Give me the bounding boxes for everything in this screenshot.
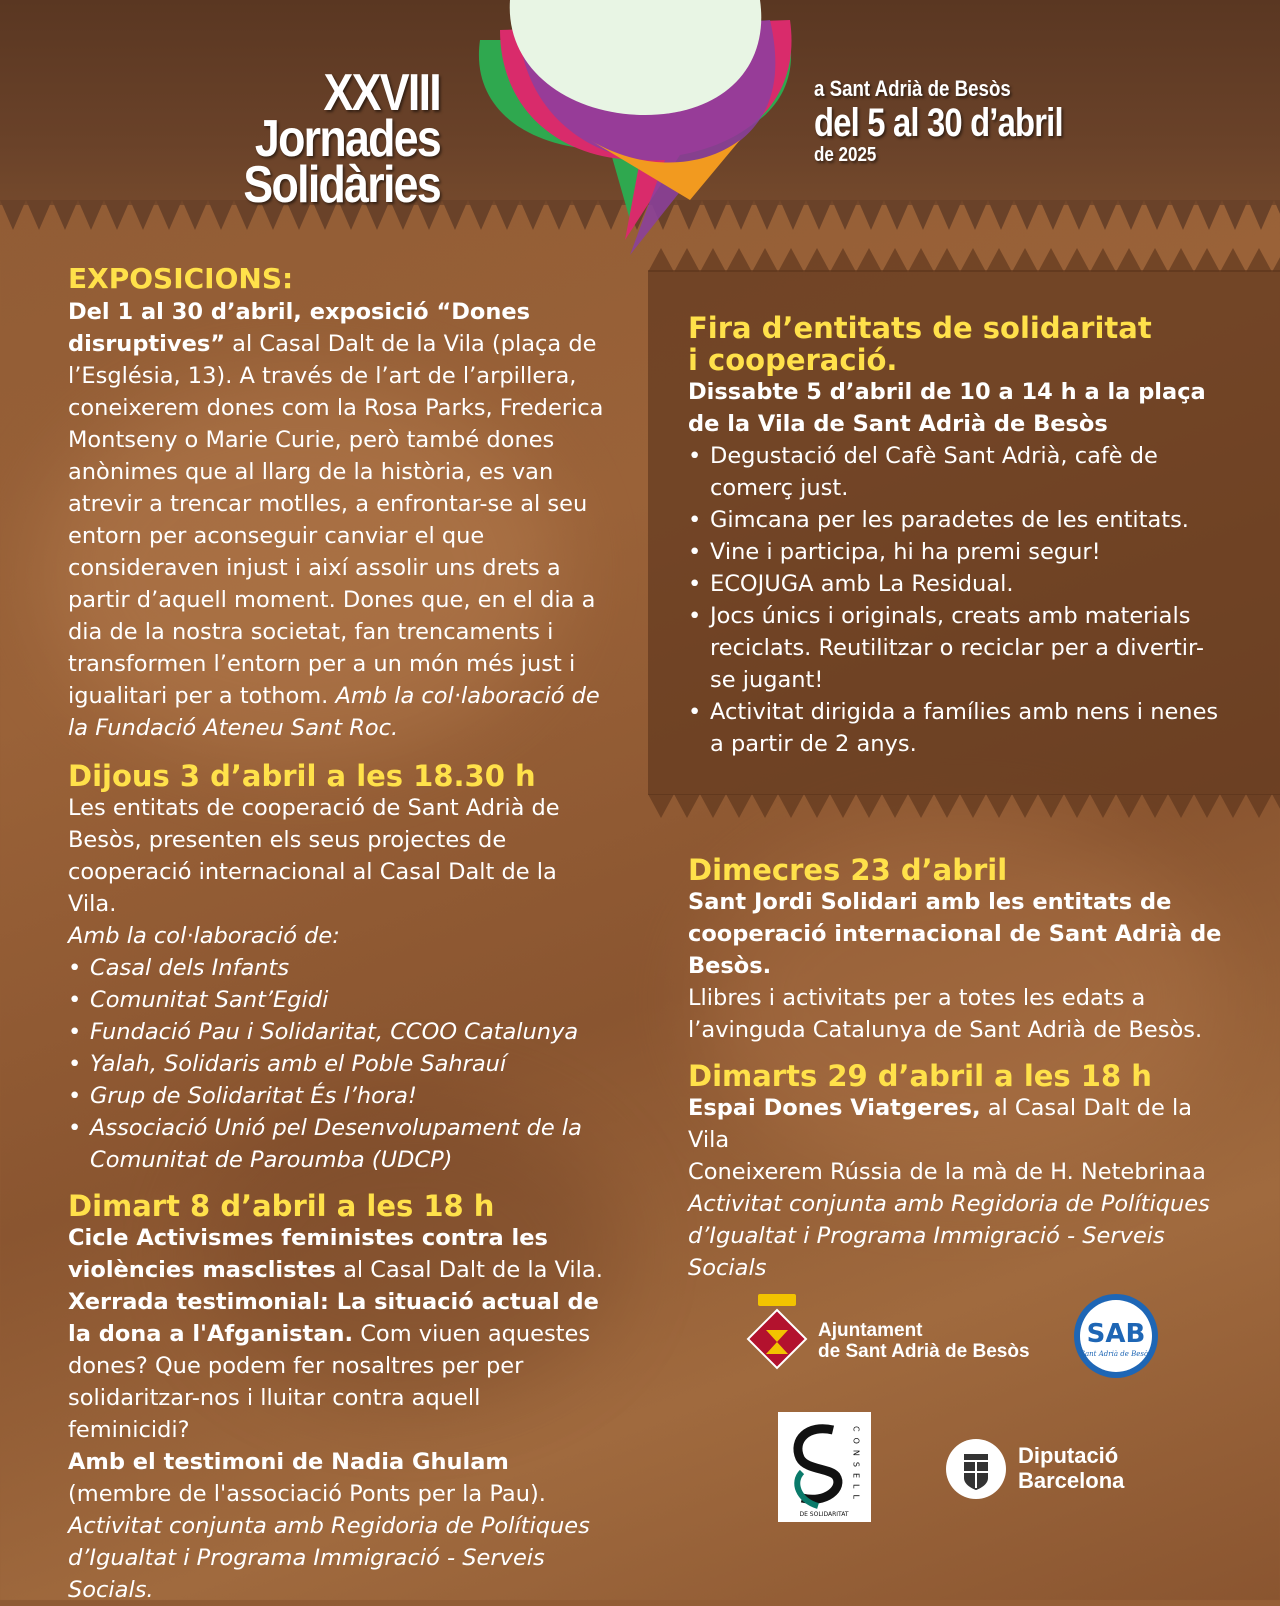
list-item: • Activitat dirigida a famílies amb nens i nenes a partir de 2 anys.	[688, 696, 1228, 760]
left-column	[68, 262, 608, 1606]
event-title-line2: Solidàries	[243, 156, 440, 214]
event-year: de 2025	[814, 144, 877, 166]
list-item: • Grup de Solidaritat És l’hora!	[68, 1080, 608, 1112]
dimecres-bold: Sant Jordi Solidari amb les entitats de cooperació internacional de Sant Adrià de Besòs.	[688, 889, 1222, 979]
dimarts-rest: al Casal Dalt de la Vila	[688, 1095, 1192, 1153]
right-column	[688, 312, 1228, 760]
diputacio-logo-text	[1018, 1443, 1124, 1493]
list-item: • Vine i participa, hi ha premi segur!	[688, 536, 1228, 568]
dimart-testimoni	[68, 1446, 608, 1510]
diputacio-line1: Diputació	[1018, 1443, 1119, 1468]
consell-solidaritat-logo	[778, 1412, 871, 1522]
sab-logo-text: SAB	[1086, 1319, 1146, 1349]
right-column-lower	[688, 854, 1228, 1284]
dimecres-heading: Dimecres 23 d’abril	[688, 853, 1008, 887]
list-item: • Gimcana per les paradetes de les entitats.	[688, 504, 1228, 536]
dimart-heading: Dimart 8 d’abril a les 18 h	[68, 1189, 495, 1223]
consell-vertical-text: CONSELL	[851, 1426, 861, 1505]
event-date-range: del 5 al 30 d’abril	[814, 101, 1063, 145]
sab-logo	[1070, 1290, 1162, 1382]
event-dates	[814, 76, 1117, 166]
fira-activity-list	[688, 440, 1228, 760]
consell-mark-icon	[778, 1412, 871, 1522]
dimart-xerrada-bold: Xerrada testimonial: La situació actual de la dona a l'Afganistan.	[68, 1289, 599, 1347]
ajuntament-line2: de Sant Adrià de Besòs	[818, 1341, 1030, 1362]
dijous-body: Les entitats de cooperació de Sant Adrià de Besòs, presenten els seus projectes de cooperació internacional al Casal Dalt de la Vila.	[68, 795, 560, 917]
list-item: • Fundació Pau i Solidaritat, CCOO Catalunya	[68, 1016, 608, 1048]
dijous-collab-label: Amb la col·laboració de:	[68, 923, 340, 949]
fira-when: Dissabte 5 d’abril de 10 a 14 h a la plaça de la Vila de Sant Adrià de Besòs	[688, 379, 1206, 437]
panel-zigzag-top	[648, 248, 1280, 272]
spacer	[688, 1046, 1228, 1060]
exposicions-body: al Casal Dalt de la Vila (plaça de l’Església, 13). A través de l’art de l’arpillera, coneixerem dones com la Rosa Parks, Frederica Montseny o Marie Curie, però també dones anònimes que al llarg de la història, es van atrevir a trencar motlles, a enfrontar-se al seu entorn per aconseguir canviar el que consideraven injust i així assolir uns drets a partir d’aquell moment. Dones que, en el dia a dia de la nostra societat, fan trencaments i transformen l’entorn per a un món més just i igualitari per a tothom.	[68, 331, 604, 709]
dimarts-heading: Dimarts 29 d’abril a les 18 h	[688, 1059, 1152, 1093]
dimart-cicle	[68, 1222, 608, 1286]
dimart-cicle-bold: Cicle Activismes feministes contra les violències masclistes	[68, 1225, 548, 1283]
spacer	[68, 744, 608, 760]
dimart-xerrada	[68, 1286, 608, 1446]
dimarts-line2: Coneixerem Rússia de la mà de H. Netebrinaa	[688, 1159, 1206, 1185]
fira-heading-line2: i cooperació.	[688, 343, 898, 377]
list-item: • ECOJUGA amb La Residual.	[688, 568, 1228, 600]
exposicions-heading: EXPOSICIONS:	[68, 262, 294, 295]
spacer	[68, 1176, 608, 1190]
dijous-heading: Dijous 3 d’abril a les 18.30 h	[68, 759, 536, 793]
dimarts-collab: Activitat conjunta amb Regidoria de Polítiques d’Igualtat i Programa Immigració - Serveis Socials	[688, 1191, 1210, 1281]
list-item: • Yalah, Solidaris amb el Poble Sahrauí	[68, 1048, 608, 1080]
dijous-entity-list	[68, 952, 608, 1176]
dimart-testimoni-rest: (membre de l'associació Ponts per la Pau).	[68, 1481, 546, 1507]
exposicions-collab: Amb la col·laboració de la Fundació Ateneu Sant Roc.	[68, 683, 600, 741]
consell-bottom-text: DE SOLIDARITAT	[799, 1511, 849, 1518]
diputacio-line2: Barcelona	[1018, 1468, 1125, 1493]
panel-zigzag-bottom	[648, 794, 1280, 818]
sab-logo-sub: Sant Adrià de Besòs	[1080, 1350, 1152, 1358]
fira-heading	[688, 312, 1228, 376]
list-item: • Associació Unió pel Desenvolupament de la Comunitat de Paroumba (UDCP)	[68, 1112, 608, 1176]
event-place: a Sant Adrià de Besòs	[814, 76, 1011, 101]
ajuntament-crest-icon	[744, 1292, 810, 1374]
diputacio-crest-icon	[945, 1438, 1007, 1500]
event-title-line1: XXVIII Jornades	[254, 64, 440, 168]
ajuntament-line1: Ajuntament	[818, 1320, 923, 1341]
list-item: • Degustació del Cafè Sant Adrià, cafè de comerç just.	[688, 440, 1228, 504]
exposicions-lead: Del 1 al 30 d’abril, exposició “Dones disruptives”	[68, 299, 531, 357]
exposicions-text	[68, 296, 608, 744]
dimecres-body: Llibres i activitats per a totes les edats a l’avinguda Catalunya de Sant Adrià de Besòs.	[688, 985, 1203, 1043]
dimarts-bold: Espai Dones Viatgeres,	[688, 1095, 981, 1121]
dimart-cicle-rest: al Casal Dalt de la Vila.	[335, 1257, 603, 1283]
dimarts-line1	[688, 1092, 1228, 1156]
list-item: • Jocs únics i originals, creats amb materials reciclats. Reutilitzar o reciclar per a divertir-se jugant!	[688, 600, 1228, 696]
ajuntament-logo-text	[818, 1320, 1030, 1362]
list-item: • Casal dels Infants	[68, 952, 608, 984]
fira-heading-line1: Fira d’entitats de solidaritat	[688, 311, 1152, 345]
jornades-bubble-logo	[440, 0, 820, 265]
dimart-testimoni-bold: Amb el testimoni de Nadia Ghulam	[68, 1449, 509, 1475]
dimart-collab: Activitat conjunta amb Regidoria de Polítiques d’Igualtat i Programa Immigració - Serveis Socials.	[68, 1513, 590, 1603]
list-item: • Comunitat Sant’Egidi	[68, 984, 608, 1016]
dimart-xerrada-rest: Com viuen aquestes dones? Que podem fer nosaltres per per solidaritzar-nos i lluitar contra aquell feminicidi?	[68, 1321, 591, 1443]
event-title	[163, 64, 440, 214]
